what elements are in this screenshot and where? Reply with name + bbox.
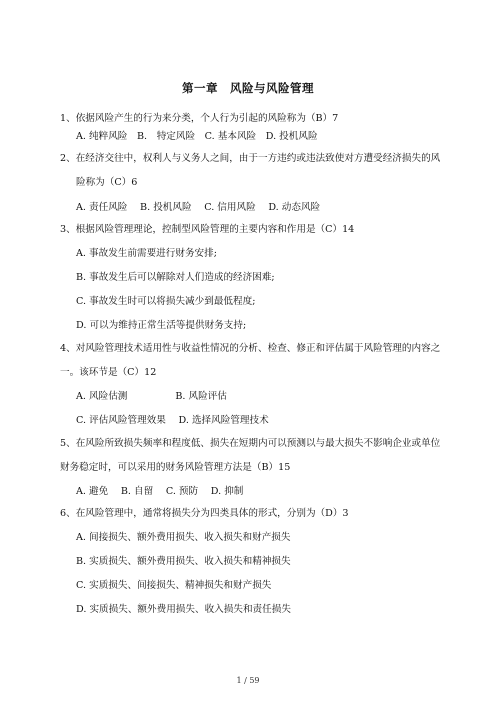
answer-option: C. 实质损失、间接损失、精神损失和财产损失 [76, 580, 272, 591]
answer-option: D. 实质损失、额外费用损失、收入损失和责任损失 [76, 604, 291, 615]
question-text: 1、依据风险产生的行为来分类，个人行为引起的风险称为（B）7 [60, 113, 339, 124]
answer-option: A. 事故发生前需要进行财务安排; [76, 248, 217, 259]
answer-option: A. 风险估测 B. 风险评估 [76, 391, 227, 402]
question-continuation: 险称为（C）6 [76, 177, 138, 188]
answer-option: C. 事故发生时可以将损失减少到最低程度; [76, 296, 256, 307]
answer-option: A. 纯粹风险 B. 特定风险 C. 基本风险 D. 投机风险 [76, 131, 318, 142]
question-text: 3、根据风险管理理论，控制型风险管理的主要内容和作用是（C）14 [60, 224, 355, 235]
chapter-title: 第一章 风险与风险管理 [182, 81, 314, 95]
question-text: 2、在经济交往中，权利人与义务人之间，由于一方违约或违法致使对方遭受经济损失的风 [60, 153, 441, 164]
question-text: 4、对风险管理技术适用性与收益性情况的分析、检查、修正和评估属于风险管理的内容之 [60, 343, 441, 354]
page-number: 1 / 59 [236, 676, 260, 685]
answer-option: D. 可以为维持正常生活等提供财务支持; [76, 320, 247, 331]
question-text: 6、在风险管理中，通常将损失分为四类具体的形式，分别为（D）3 [60, 508, 349, 519]
answer-option: C. 评估风险管理效果 D. 选择风险管理技术 [76, 415, 269, 426]
answer-option: A. 责任风险 B. 投机风险 C. 信用风险 D. 动态风险 [76, 202, 321, 213]
answer-option: B. 事故发生后可以解除对人们造成的经济困难; [76, 272, 275, 283]
answer-option: A. 间接损失、额外费用损失、收入损失和财产损失 [76, 532, 291, 543]
question-continuation: 一。该环节是（C）12 [60, 367, 157, 378]
question-continuation: 财务稳定时，可以采用的财务风险管理方法是（B）15 [60, 462, 291, 473]
answer-option: B. 实质损失、额外费用损失、收入损失和精神损失 [76, 556, 291, 567]
question-text: 5、在风险所致损失频率和程度低、损失在短期内可以预测以与最大损失不影响企业或单位 [60, 438, 441, 449]
answer-option: A. 避免 B. 自留 C. 预防 D. 抑制 [76, 486, 244, 497]
